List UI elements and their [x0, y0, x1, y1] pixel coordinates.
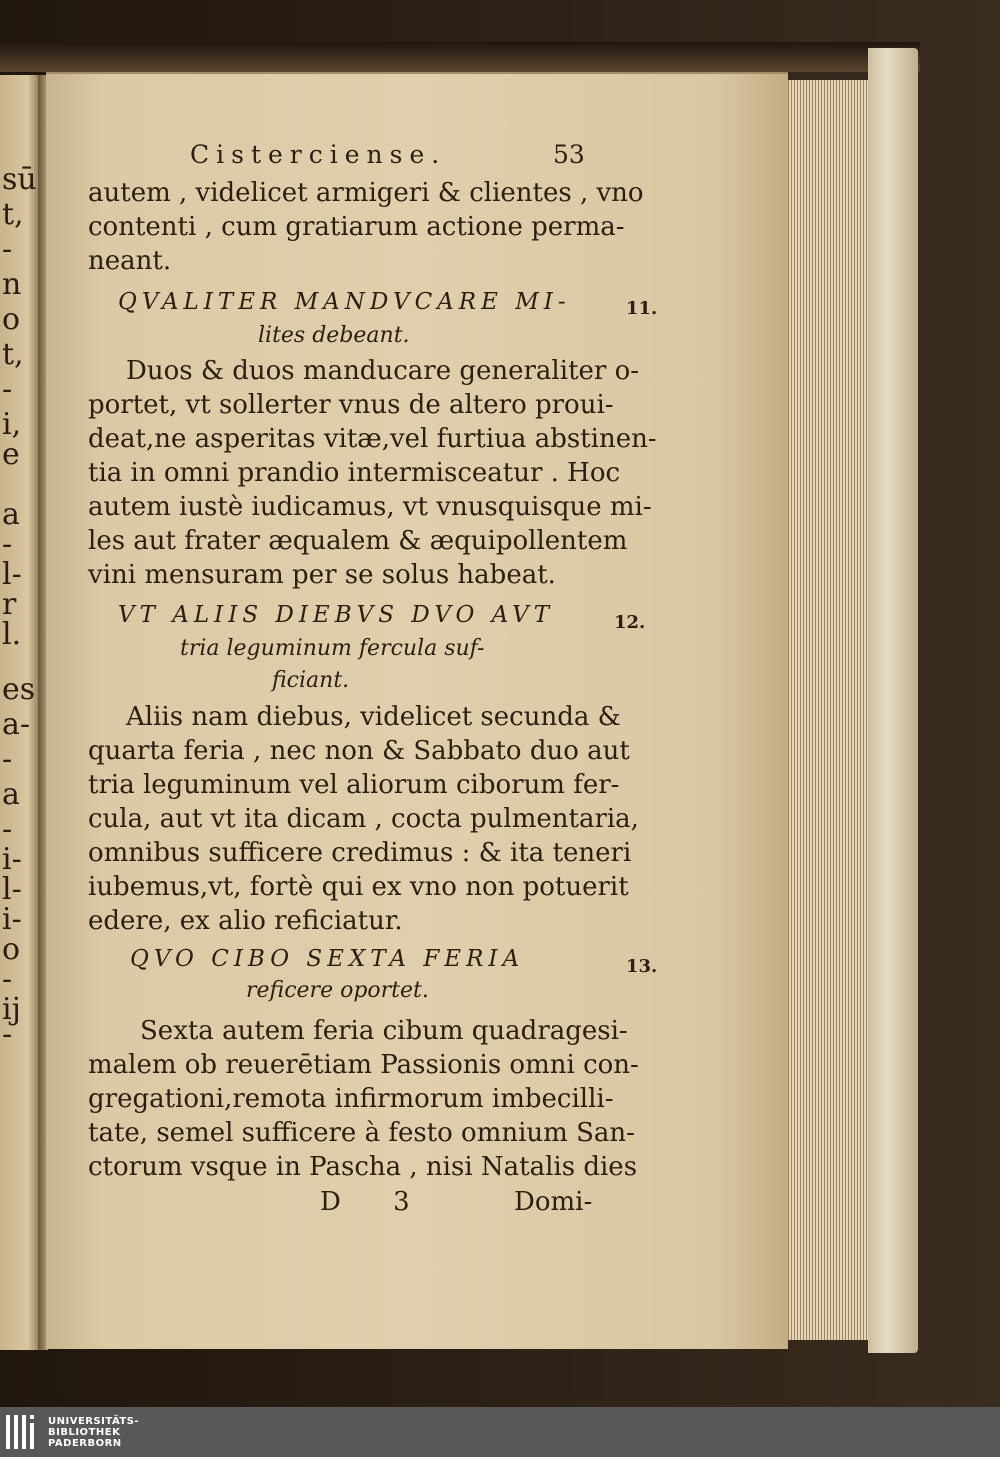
facing-page-fragment: - [2, 812, 13, 847]
text-line: vini mensuram per se solus habeat. [88, 560, 556, 590]
section-heading-cont: tria leguminum fercula suf- [180, 636, 485, 661]
facing-page-fragment: o [2, 302, 21, 337]
chapter-number: 13. [626, 956, 658, 977]
text-line: Sexta autem feria cibum quadragesi- [140, 1016, 628, 1046]
facing-page-fragment: i- [2, 842, 22, 877]
page-edges [778, 80, 872, 1340]
text-line: gregationi,remota infirmorum imbecilli- [88, 1084, 614, 1114]
chapter-number: 12. [614, 612, 646, 633]
vellum-cover [868, 48, 918, 1353]
facing-page-fragment: i, [2, 407, 22, 442]
text-line: iubemus,vt, fortè qui ex vno non potuerit [88, 872, 629, 902]
text-line: Duos & duos manducare generaliter o- [126, 356, 640, 386]
facing-page-fragment: r [2, 587, 17, 622]
text-line: ctorum vsque in Pascha , nisi Natalis dies [88, 1152, 638, 1182]
facing-page-fragment: n [2, 267, 22, 302]
text-line: tria leguminum vel aliorum ciborum fer- [88, 770, 620, 800]
text-line: cula, aut vt ita dicam , cocta pulmentaria, [88, 804, 639, 834]
text-line: deat,ne asperitas vitæ,vel furtiua abstinen- [88, 424, 657, 454]
facing-page-fragment: l- [2, 872, 22, 907]
facing-page-fragment: a- [2, 707, 31, 742]
chapter-number: 11. [626, 298, 658, 319]
catchword: Domi- [514, 1187, 593, 1217]
text-line: contenti , cum gratiarum actione perma- [88, 212, 625, 242]
section-heading-cont: lites debeant. [258, 323, 410, 348]
facing-page-fragment: o [2, 932, 21, 967]
facing-page-fragment: e [2, 437, 20, 472]
text-line: portet, vt sollerter vnus de altero proui- [88, 390, 614, 420]
facing-page-fragment: - [2, 742, 13, 777]
text-line: edere, ex alio reficiatur. [88, 906, 403, 936]
text-line: autem , videlicet armigeri & clientes , vno [88, 178, 644, 208]
facing-page-fragment: - [2, 962, 13, 997]
text-line: quarta feria , nec non & Sabbato duo aut [88, 736, 630, 766]
facing-page-fragment: - [2, 1017, 13, 1052]
text-line: tate, semel sufficere à festo omnium San- [88, 1118, 635, 1148]
section-heading: VT ALIIS DIEBVS DVO AVT [118, 602, 555, 628]
facing-page-fragment: l- [2, 557, 22, 592]
library-name-line: UNIVERSITÄTS- [48, 1416, 140, 1427]
text-line: tia in omni prandio intermisceatur . Hoc [88, 458, 621, 488]
facing-page-fragment: a [2, 777, 20, 812]
text-line: malem ob reuerētiam Passionis omni con- [88, 1050, 639, 1080]
binding-top-edge [0, 42, 920, 72]
section-heading-cont: ficiant. [272, 668, 350, 693]
library-name-line: BIBLIOTHEK [48, 1427, 121, 1438]
facing-page-fragment: - [2, 527, 13, 562]
text-line: Aliis nam diebus, videlicet secunda & [126, 702, 621, 732]
facing-page-fragment: t, [2, 197, 24, 232]
facing-page-fragment: es [2, 672, 36, 707]
section-heading-cont: reficere oportet. [246, 978, 429, 1003]
library-logo-icon [6, 1415, 40, 1449]
text-line: omnibus sufficere credimus : & ita teneri [88, 838, 632, 868]
facing-page-fragment: sū [2, 162, 37, 197]
text-line: autem iustè iudicamus, vt vnusquisque mi- [88, 492, 652, 522]
facing-page-fragment: a [2, 497, 20, 532]
library-name-line: PADERBORN [48, 1438, 122, 1449]
library-footer [0, 1407, 1000, 1457]
running-head: Cisterciense. [190, 140, 447, 169]
text-line: neant. [88, 246, 172, 276]
facing-page-fragment: - [2, 232, 13, 267]
section-heading: QVALITER MANDVCARE MI- [118, 289, 571, 315]
text-line: les aut frater æqualem & æquipollentem [88, 526, 628, 556]
facing-page-fragment: i- [2, 902, 22, 937]
facing-page-fragment: - [2, 372, 13, 407]
facing-page-fragment: ij [2, 992, 21, 1027]
left-page-edge [0, 75, 40, 1350]
facing-page-fragment: t, [2, 337, 24, 372]
page-number: 53 [553, 140, 585, 169]
library-name [48, 1416, 139, 1449]
facing-page-fragment: l. [2, 617, 22, 652]
signature-mark: D 3 [320, 1187, 432, 1217]
section-heading: QVO CIBO SEXTA FERIA [130, 946, 525, 972]
